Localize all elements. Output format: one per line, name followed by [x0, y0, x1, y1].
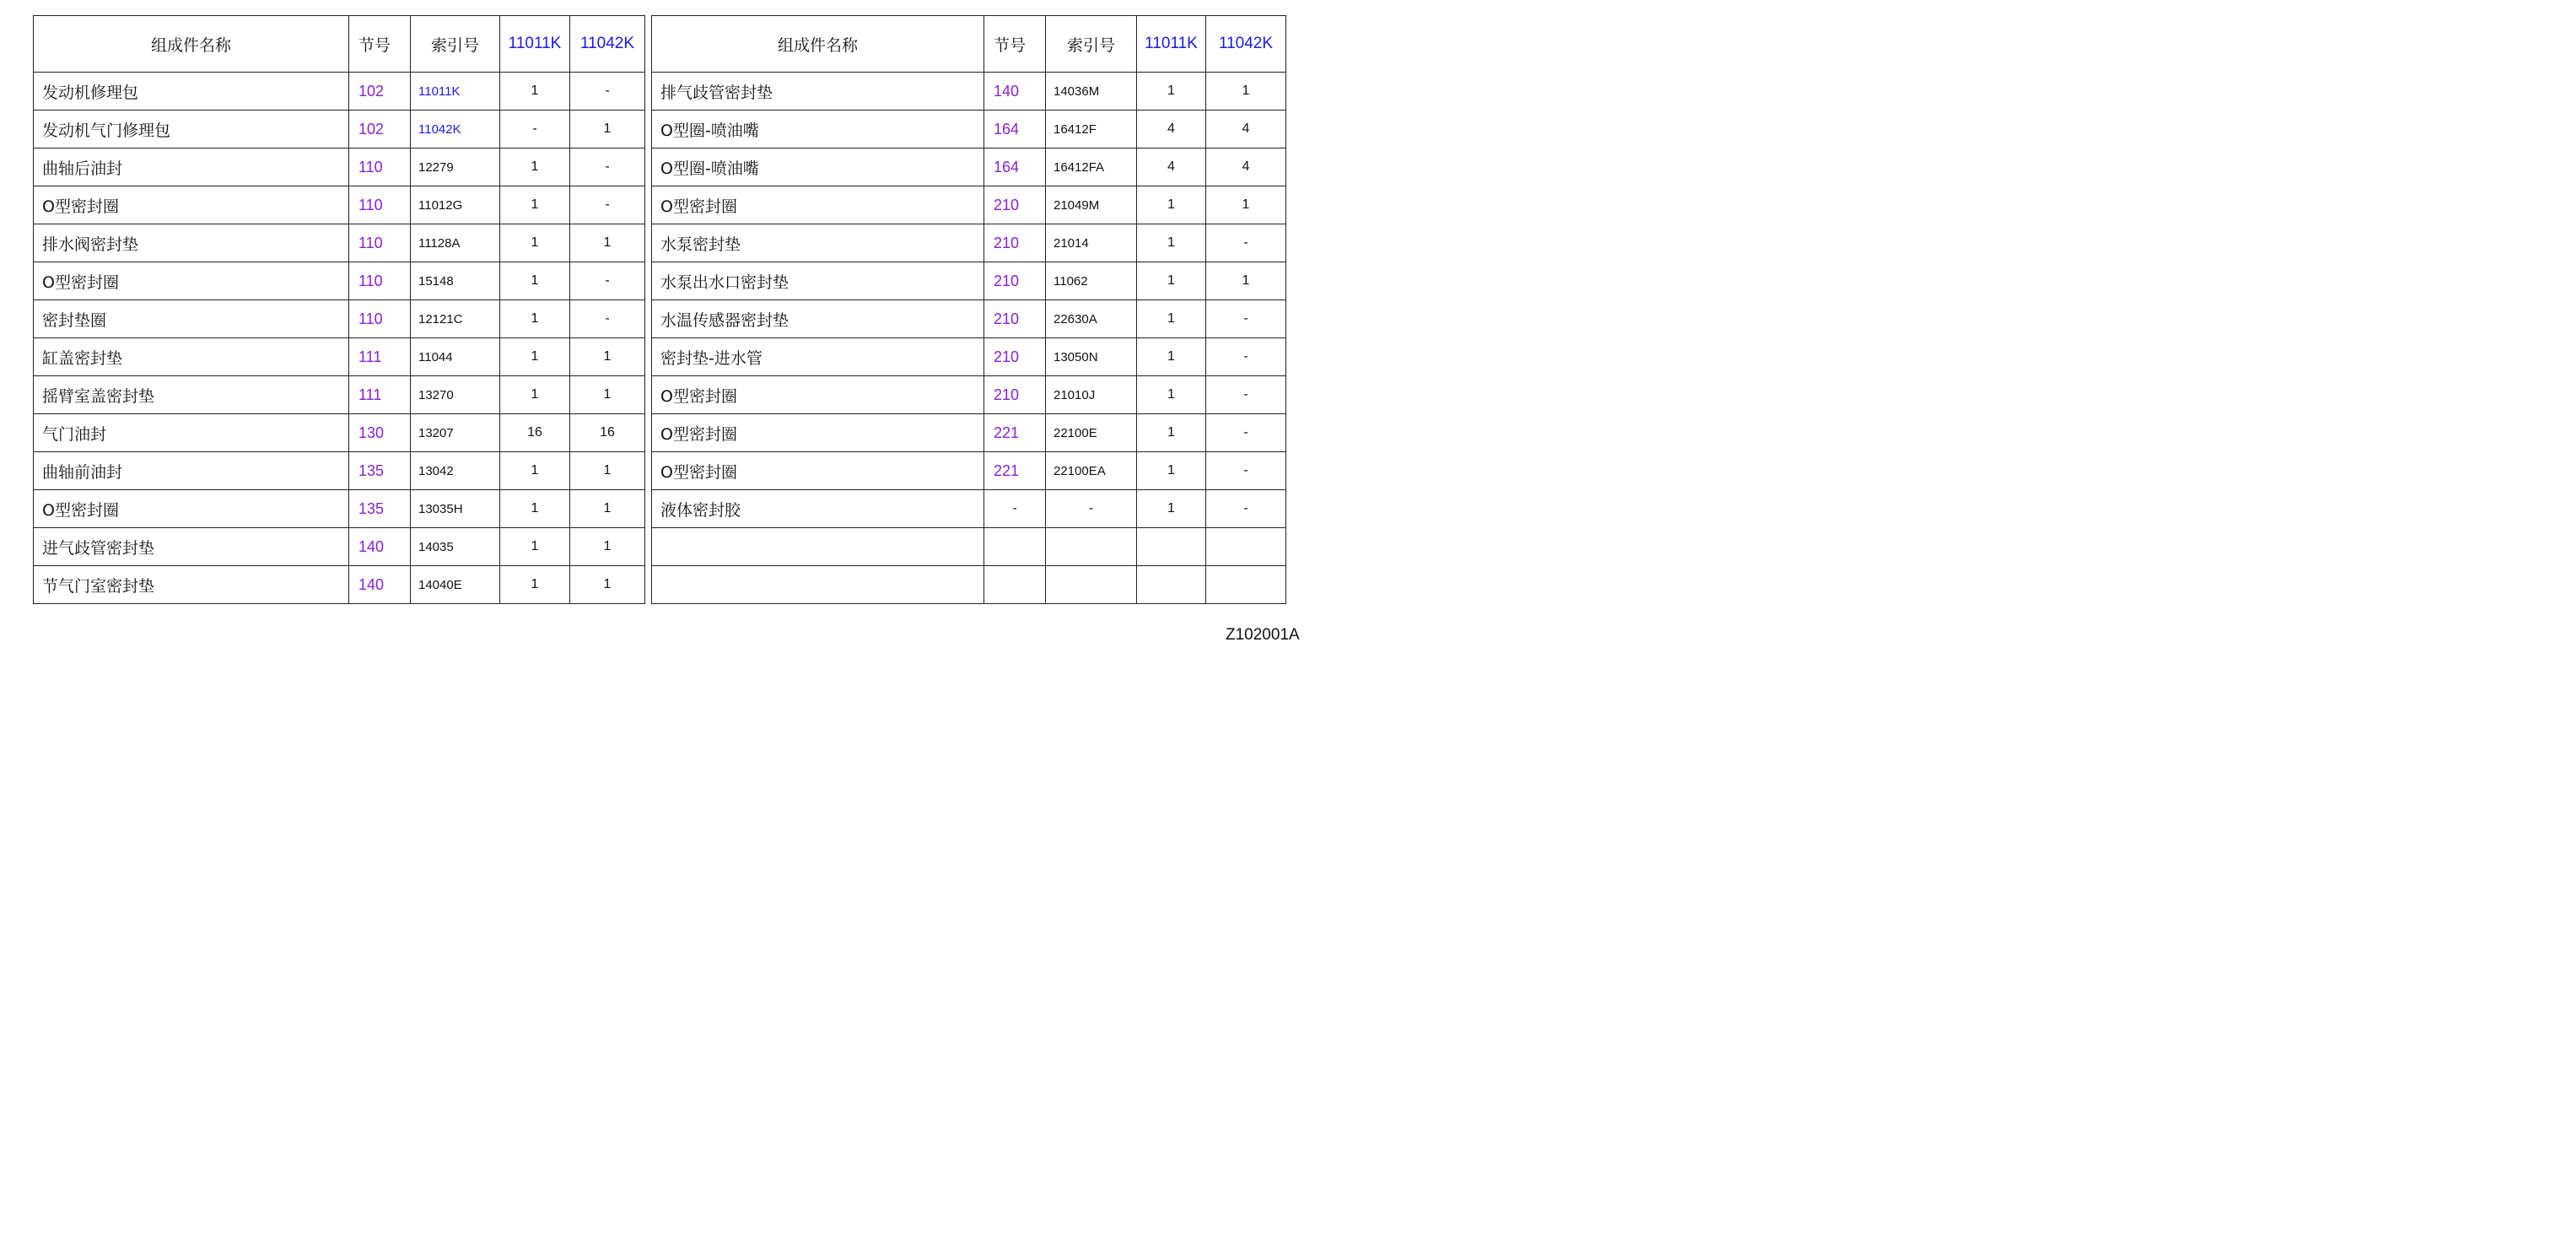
index-number-cell	[1046, 528, 1137, 566]
part-name-cell: O型圈-喷油嘴	[652, 111, 984, 148]
qty-kit-a-cell: 1	[1137, 452, 1206, 490]
part-name-cell: 排水阀密封垫	[34, 224, 349, 262]
index-number-cell: 21010J	[1046, 376, 1137, 414]
qty-kit-a-cell	[1137, 528, 1206, 566]
qty-kit-a-cell: 1	[1137, 338, 1206, 376]
section-number-cell: 102	[349, 73, 411, 111]
section-number-cell: 135	[349, 452, 411, 490]
qty-kit-b-cell: -	[1206, 338, 1286, 376]
qty-kit-a-cell: 1	[500, 376, 570, 414]
header-index-right: 索引号	[1046, 16, 1137, 73]
index-number-cell: 14035	[411, 528, 500, 566]
column-divider	[645, 73, 652, 111]
qty-kit-a-cell: -	[500, 111, 570, 148]
part-name-cell: 水泵出水口密封垫	[652, 262, 984, 300]
header-kit-a-right: 11011K	[1137, 16, 1206, 73]
qty-kit-a-cell: 1	[500, 224, 570, 262]
table-row	[34, 111, 1286, 148]
table-row	[34, 73, 1286, 111]
table-row	[34, 224, 1286, 262]
index-number-cell: 11062	[1046, 262, 1137, 300]
gasket-kit-table	[33, 15, 1286, 604]
section-number-cell: 210	[984, 376, 1046, 414]
qty-kit-b-cell: 1	[570, 452, 645, 490]
column-divider	[645, 111, 652, 148]
qty-kit-a-cell: 1	[500, 148, 570, 186]
qty-kit-a-cell: 16	[500, 414, 570, 452]
section-number-cell: 130	[349, 414, 411, 452]
part-name-cell: 摇臂室盖密封垫	[34, 376, 349, 414]
qty-kit-b-cell: 16	[570, 414, 645, 452]
index-number-cell: 13050N	[1046, 338, 1137, 376]
qty-kit-b-cell: 1	[1206, 73, 1286, 111]
section-number-cell: 110	[349, 186, 411, 224]
section-number-cell: 140	[984, 73, 1046, 111]
part-name-cell: 排气歧管密封垫	[652, 73, 984, 111]
index-number-cell: 16412FA	[1046, 148, 1137, 186]
qty-kit-a-cell: 1	[1137, 73, 1206, 111]
qty-kit-b-cell: -	[1206, 490, 1286, 528]
section-number-cell	[984, 528, 1046, 566]
section-number-cell: -	[984, 490, 1046, 528]
index-number-cell: 13207	[411, 414, 500, 452]
section-number-cell: 135	[349, 490, 411, 528]
qty-kit-a-cell: 1	[1137, 186, 1206, 224]
qty-kit-a-cell: 1	[500, 566, 570, 604]
index-number-cell: 22630A	[1046, 300, 1137, 338]
column-divider	[645, 148, 652, 186]
column-divider	[645, 338, 652, 376]
part-name-cell: 密封垫圈	[34, 300, 349, 338]
header-name-right: 组成件名称	[652, 16, 984, 73]
section-number-cell: 221	[984, 414, 1046, 452]
part-name-cell: O型密封圈	[34, 490, 349, 528]
qty-kit-b-cell	[1206, 566, 1286, 604]
qty-kit-b-cell: -	[1206, 376, 1286, 414]
index-number-cell: 12121C	[411, 300, 500, 338]
part-name-cell: 水泵密封垫	[652, 224, 984, 262]
part-name-cell: 气门油封	[34, 414, 349, 452]
section-number-cell: 110	[349, 262, 411, 300]
table-row	[34, 490, 1286, 528]
header-kit-b-left: 11042K	[570, 16, 645, 73]
section-number-cell	[984, 566, 1046, 604]
section-number-cell: 140	[349, 528, 411, 566]
section-number-cell: 140	[349, 566, 411, 604]
qty-kit-b-cell: 1	[570, 338, 645, 376]
qty-kit-a-cell: 1	[500, 73, 570, 111]
column-divider	[645, 186, 652, 224]
section-number-cell: 110	[349, 148, 411, 186]
part-name-cell: O型密封圈	[34, 186, 349, 224]
qty-kit-b-cell: 1	[570, 566, 645, 604]
qty-kit-a-cell: 1	[500, 338, 570, 376]
qty-kit-b-cell: -	[1206, 300, 1286, 338]
index-number-cell: 16412F	[1046, 111, 1137, 148]
index-number-cell: -	[1046, 490, 1137, 528]
column-divider	[645, 376, 652, 414]
qty-kit-a-cell: 4	[1137, 148, 1206, 186]
qty-kit-a-cell: 1	[500, 528, 570, 566]
part-name-cell: O型密封圈	[652, 186, 984, 224]
column-divider	[645, 414, 652, 452]
index-number-cell: 12279	[411, 148, 500, 186]
index-number-cell: 11128A	[411, 224, 500, 262]
qty-kit-b-cell: 1	[570, 376, 645, 414]
index-number-cell: 11011K	[411, 73, 500, 111]
index-number-cell: 13042	[411, 452, 500, 490]
qty-kit-b-cell: 1	[570, 490, 645, 528]
part-name-cell: O型密封圈	[652, 414, 984, 452]
section-number-cell: 210	[984, 224, 1046, 262]
qty-kit-b-cell: -	[570, 73, 645, 111]
section-number-cell: 210	[984, 186, 1046, 224]
part-name-cell: 进气歧管密封垫	[34, 528, 349, 566]
section-number-cell: 210	[984, 338, 1046, 376]
index-number-cell: 14036M	[1046, 73, 1137, 111]
qty-kit-b-cell: -	[1206, 224, 1286, 262]
section-number-cell: 111	[349, 338, 411, 376]
qty-kit-b-cell: 1	[570, 111, 645, 148]
header-kit-a-left: 11011K	[500, 16, 570, 73]
part-name-cell: O型密封圈	[652, 452, 984, 490]
qty-kit-b-cell: 1	[570, 528, 645, 566]
section-number-cell: 110	[349, 300, 411, 338]
column-divider	[645, 490, 652, 528]
part-name-cell	[652, 566, 984, 604]
table-row	[34, 452, 1286, 490]
parts-kit-sheet	[33, 15, 1300, 644]
index-number-cell: 11044	[411, 338, 500, 376]
header-kit-b-right: 11042K	[1206, 16, 1286, 73]
column-divider	[645, 224, 652, 262]
qty-kit-b-cell: -	[570, 148, 645, 186]
table-header-row	[34, 16, 1286, 73]
drawing-code: Z102001A	[1226, 626, 1300, 644]
qty-kit-b-cell: 1	[1206, 262, 1286, 300]
qty-kit-a-cell: 1	[1137, 262, 1206, 300]
header-index-left: 索引号	[411, 16, 500, 73]
column-divider	[645, 566, 652, 604]
section-number-cell: 111	[349, 376, 411, 414]
section-number-cell: 164	[984, 111, 1046, 148]
qty-kit-a-cell: 1	[1137, 490, 1206, 528]
part-name-cell: 发动机气门修理包	[34, 111, 349, 148]
table-row	[34, 338, 1286, 376]
qty-kit-b-cell: -	[570, 262, 645, 300]
part-name-cell: 水温传感器密封垫	[652, 300, 984, 338]
table-row	[34, 566, 1286, 604]
qty-kit-b-cell: -	[1206, 414, 1286, 452]
table-row	[34, 300, 1286, 338]
column-divider	[645, 528, 652, 566]
qty-kit-a-cell: 1	[500, 490, 570, 528]
qty-kit-a-cell: 1	[500, 262, 570, 300]
index-number-cell: 11012G	[411, 186, 500, 224]
qty-kit-b-cell: -	[570, 186, 645, 224]
index-number-cell	[1046, 566, 1137, 604]
column-divider	[645, 16, 652, 73]
part-name-cell: 液体密封胶	[652, 490, 984, 528]
table-row	[34, 186, 1286, 224]
qty-kit-b-cell: 1	[1206, 186, 1286, 224]
part-name-cell: 节气门室密封垫	[34, 566, 349, 604]
qty-kit-a-cell: 1	[1137, 300, 1206, 338]
table-row	[34, 528, 1286, 566]
index-number-cell: 13270	[411, 376, 500, 414]
qty-kit-b-cell: 4	[1206, 111, 1286, 148]
column-divider	[645, 262, 652, 300]
qty-kit-a-cell: 1	[1137, 376, 1206, 414]
part-name-cell: 曲轴前油封	[34, 452, 349, 490]
part-name-cell: 密封垫-进水管	[652, 338, 984, 376]
qty-kit-b-cell	[1206, 528, 1286, 566]
qty-kit-a-cell: 1	[500, 186, 570, 224]
index-number-cell: 21014	[1046, 224, 1137, 262]
qty-kit-a-cell: 1	[1137, 414, 1206, 452]
header-name-left: 组成件名称	[34, 16, 349, 73]
table-row	[34, 262, 1286, 300]
part-name-cell	[652, 528, 984, 566]
table-row	[34, 376, 1286, 414]
part-name-cell: O型圈-喷油嘴	[652, 148, 984, 186]
index-number-cell: 15148	[411, 262, 500, 300]
section-number-cell: 110	[349, 224, 411, 262]
index-number-cell: 22100E	[1046, 414, 1137, 452]
part-name-cell: O型密封圈	[34, 262, 349, 300]
index-number-cell: 22100EA	[1046, 452, 1137, 490]
qty-kit-a-cell: 1	[500, 452, 570, 490]
header-section-right: 节号	[984, 16, 1046, 73]
section-number-cell: 210	[984, 262, 1046, 300]
qty-kit-b-cell: -	[1206, 452, 1286, 490]
qty-kit-a-cell	[1137, 566, 1206, 604]
part-name-cell: O型密封圈	[652, 376, 984, 414]
table-row	[34, 414, 1286, 452]
part-name-cell: 曲轴后油封	[34, 148, 349, 186]
section-number-cell: 221	[984, 452, 1046, 490]
qty-kit-b-cell: 4	[1206, 148, 1286, 186]
qty-kit-a-cell: 4	[1137, 111, 1206, 148]
section-number-cell: 210	[984, 300, 1046, 338]
qty-kit-b-cell: 1	[570, 224, 645, 262]
header-section-left: 节号	[349, 16, 411, 73]
column-divider	[645, 300, 652, 338]
part-name-cell: 缸盖密封垫	[34, 338, 349, 376]
section-number-cell: 102	[349, 111, 411, 148]
index-number-cell: 14040E	[411, 566, 500, 604]
table-row	[34, 148, 1286, 186]
index-number-cell: 13035H	[411, 490, 500, 528]
section-number-cell: 164	[984, 148, 1046, 186]
qty-kit-a-cell: 1	[1137, 224, 1206, 262]
index-number-cell: 21049M	[1046, 186, 1137, 224]
part-name-cell: 发动机修理包	[34, 73, 349, 111]
column-divider	[645, 452, 652, 490]
qty-kit-b-cell: -	[570, 300, 645, 338]
index-number-cell: 11042K	[411, 111, 500, 148]
qty-kit-a-cell: 1	[500, 300, 570, 338]
